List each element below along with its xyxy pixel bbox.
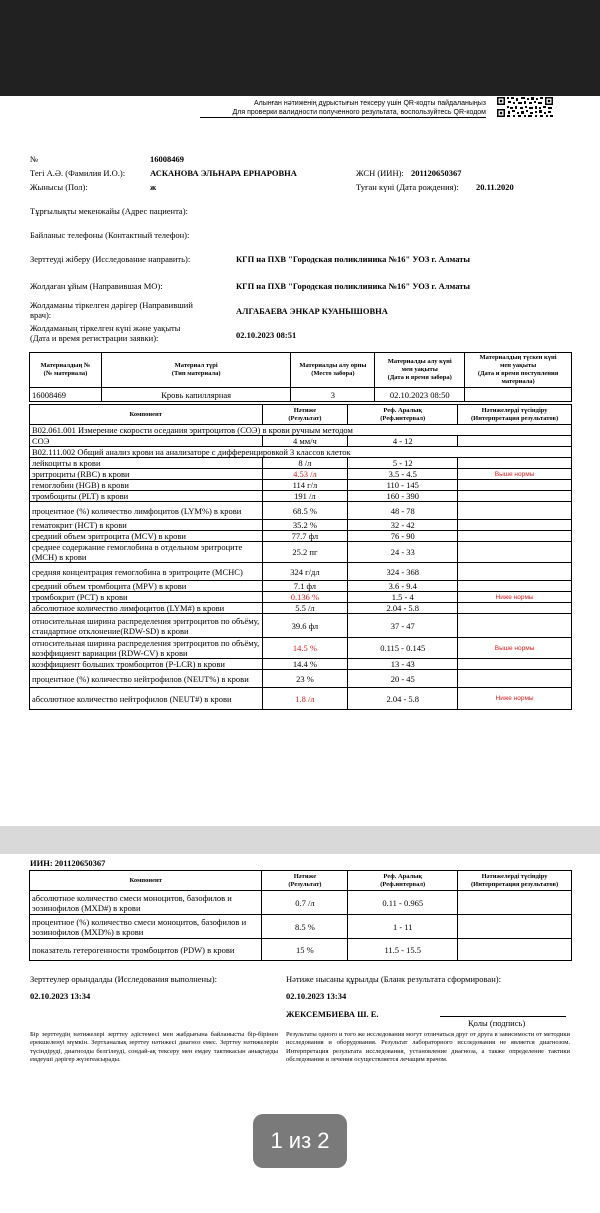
result-value: 8.5 % — [262, 915, 348, 939]
material-table — [29, 352, 572, 402]
page2-iin: ИИН: 201120650367 — [30, 858, 106, 868]
iin-label: ЖСН (ИИН): — [356, 168, 404, 178]
result-reference: 0.115 - 0.145 — [348, 638, 458, 659]
result-name: процентное (%) количество смеси моноцитов, базофилов и эозинофилов (MXD%) в крови — [30, 915, 262, 939]
table-row — [30, 581, 572, 592]
result-value: 8 /л — [262, 458, 348, 469]
result-value: 35.2 % — [262, 520, 348, 531]
sent-to-label: Зерттеуді жіберу (Исследование направить): — [30, 254, 191, 264]
result-name: лейкоциты в крови — [30, 458, 263, 469]
material-place: 3 — [291, 388, 375, 402]
result-name: гематокрит (HCT) в крови — [30, 520, 263, 531]
referring-mo-value: КГП на ПХВ "Городская поликлиника №16" УОЗ г. Алматы — [236, 281, 471, 291]
result-name: абсолютное количество лимфоцитов (LYM#) в крови — [30, 603, 263, 614]
table-row — [30, 659, 572, 670]
result-reference: 2.04 - 5.8 — [348, 603, 458, 614]
result-interpretation: Ниже нормы — [458, 688, 572, 710]
result-reference: 5 - 12 — [348, 458, 458, 469]
page2-header-reference: Реф. Аралық (Реф.интервал) — [348, 871, 458, 891]
material-collected: 02.10.2023 08:50 — [375, 388, 465, 402]
material-header-place: Материалды алу орны (Место забора) — [291, 353, 375, 388]
page2-header-interpretation: Нәтижелерді түсіндіру (Интерпретация результатов) — [458, 871, 572, 891]
result-interpretation — [458, 458, 572, 469]
patient-number-value: 16008469 — [150, 154, 184, 164]
results-header-component: Компонент — [30, 405, 263, 425]
result-value: 0.7 /л — [262, 891, 348, 915]
page-indicator: 1 из 2 — [253, 1114, 347, 1168]
result-reference: 324 - 368 — [348, 563, 458, 581]
results-table — [29, 404, 572, 710]
table-row — [30, 480, 572, 491]
result-interpretation — [458, 542, 572, 563]
result-interpretation — [458, 915, 572, 939]
table-row — [30, 563, 572, 581]
result-reference: 2.04 - 5.8 — [348, 688, 458, 710]
result-name: показатель гетерогенности тромбоцитов (PDW) в крови — [30, 939, 262, 961]
result-reference: 48 - 78 — [348, 502, 458, 520]
page-gap — [0, 826, 600, 854]
result-value: 15 % — [262, 939, 348, 961]
doctor-value: АЛГАБАЕВА ЭНКАР КУАНЫШОВНА — [236, 306, 388, 316]
result-reference: 160 - 390 — [348, 491, 458, 502]
performed-value: 02.10.2023 13:34 — [30, 991, 91, 1001]
disclaimer-kz: Бір зерттеудің нәтижелері зерттеу әдістемесі мен жабдығына байланысты бір-бірінен ерекшеленуі мүмкін. Зертханалық зерттеу нәтижесі диагноз емес. Зерттеу нәтижелерін түсіндіруді, диагнозды белгілеуді, сондай-ақ тексеру мен емдеу тактикасын анықтауды емдеуші дәрігер жүзегеасырады. — [30, 1031, 278, 1063]
page2-results-header-row — [30, 871, 572, 891]
material-header-collected: Материалды алу күні мен уақыты (Дата и время забора) — [375, 353, 465, 388]
table-row — [30, 670, 572, 688]
results-header-result: Нәтиже (Результат) — [262, 405, 348, 425]
results-header-row — [30, 405, 572, 425]
result-name: абсолютное количество нейтрофилов (NEUT#) в крови — [30, 688, 263, 710]
table-row — [30, 891, 572, 915]
table-row — [30, 688, 572, 710]
performed-label: Зерттеулер орындалды (Исследования выполнены): — [30, 974, 217, 984]
result-interpretation — [458, 502, 572, 520]
result-value: 14.4 % — [262, 659, 348, 670]
result-reference: 4 - 12 — [348, 436, 458, 447]
result-name: тромбокрит (PCT) в крови — [30, 592, 263, 603]
results-header-reference: Реф. Аралық (Реф.интервал) — [348, 405, 458, 425]
result-name: относительная ширина распределения эритроцитов по объёму, стандартное отклонение(RDW-SD) в крови — [30, 614, 263, 638]
result-name: среднее содержание гемоглобина в отдельном эритроците (MCH) в крови — [30, 542, 263, 563]
result-reference: 1.5 - 4 — [348, 592, 458, 603]
result-name: гемоглобин (HGB) в крови — [30, 480, 263, 491]
formed-value: 02.10.2023 13:34 — [286, 991, 347, 1001]
material-number: 16008469 — [30, 388, 102, 402]
material-header-type: Материал түрі (Тип материала) — [101, 353, 291, 388]
result-value: 1.8 /л — [262, 688, 348, 710]
result-interpretation — [458, 581, 572, 592]
result-value: 77.7 фл — [262, 531, 348, 542]
material-table-header-row — [30, 353, 572, 388]
result-reference: 32 - 42 — [348, 520, 458, 531]
registration-date-value: 02.10.2023 08:51 — [236, 330, 297, 340]
material-received — [465, 388, 572, 402]
document-page-1 — [0, 96, 600, 826]
qr-underline — [200, 117, 486, 118]
result-interpretation: Выше нормы — [458, 638, 572, 659]
result-reference: 37 - 47 — [348, 614, 458, 638]
page2-header-component: Компонент — [30, 871, 262, 891]
section-row — [30, 447, 572, 458]
table-row — [30, 614, 572, 638]
results-body — [30, 425, 572, 710]
table-row — [30, 436, 572, 447]
result-reference: 3.5 - 4.5 — [348, 469, 458, 480]
table-row — [30, 603, 572, 614]
result-value: 0.136 % — [262, 592, 348, 603]
qr-notice-ru: Для проверки валидности полученного результата, воспользуйтесь QR-кодом — [232, 109, 486, 116]
section-title: B02.111.002 Общий анализ крови на анализаторе с дифференцировкой 3 классов клеток — [30, 447, 572, 458]
table-row — [30, 502, 572, 520]
result-interpretation — [458, 939, 572, 961]
result-value: 25.2 пг — [262, 542, 348, 563]
doctor-label-line2: врач): — [30, 310, 52, 320]
result-name: эритроциты (RBC) в крови — [30, 469, 263, 480]
result-interpretation — [458, 491, 572, 502]
patient-name-value: АСКАНОВА ЭЛЬНАРА ЕРНАРОВНА — [150, 168, 297, 178]
result-name: средняя концентрация гемоглобина в эритроците (MCHC) — [30, 563, 263, 581]
result-interpretation — [458, 670, 572, 688]
dob-label: Туған күні (Дата рождения): — [356, 182, 459, 192]
material-type: Кровь капиллярная — [101, 388, 291, 402]
result-value: 324 г/дл — [262, 563, 348, 581]
result-value: 191 /л — [262, 491, 348, 502]
viewer-top-bar — [0, 0, 600, 96]
table-row — [30, 531, 572, 542]
table-row — [30, 491, 572, 502]
result-name: процентное (%) количество лимфоцитов (LYM%) в крови — [30, 502, 263, 520]
referring-mo-label: Жолдаған ұйым (Направившая МО): — [30, 281, 163, 291]
results-header-interpretation: Нәтижелерді түсіндіру (Интерпретация результатов) — [458, 405, 572, 425]
result-value: 68.5 % — [262, 502, 348, 520]
qr-notice — [170, 99, 486, 117]
address-label: Тұрғылықты мекенжайы (Адрес пациента): — [30, 206, 188, 216]
result-interpretation — [458, 480, 572, 491]
material-header-number: Материалдың № (№ материала) — [30, 353, 102, 388]
result-name: тромбоциты (PLT) в крови — [30, 491, 263, 502]
signer-name: ЖЕКСЕМБИЕВА Ш. Е. — [286, 1009, 379, 1019]
table-row — [30, 542, 572, 563]
result-name: абсолютное количество смеси моноцитов, базофилов и эозинофилов (MXD#) в крови — [30, 891, 262, 915]
result-name: коэффициент больших тромбоцитов (P-LCR) в крови — [30, 659, 263, 670]
result-reference: 3.6 - 9.4 — [348, 581, 458, 592]
dob-value: 20.11.2020 — [476, 182, 514, 192]
result-value: 4.53 /л — [262, 469, 348, 480]
section-title: B02.061.001 Измерение скорости оседания эритроцитов (СОЭ) в крови ручным методом — [30, 425, 572, 436]
table-row — [30, 592, 572, 603]
result-name: СОЭ — [30, 436, 263, 447]
result-interpretation — [458, 891, 572, 915]
table-row — [30, 638, 572, 659]
registration-date-label-line1: Жолдаманың тіркелген күні және уақыты — [30, 323, 181, 333]
section-row — [30, 425, 572, 436]
qr-code-icon — [496, 96, 554, 118]
table-row — [30, 915, 572, 939]
sex-label: Жынысы (Пол): — [30, 182, 88, 192]
result-interpretation: Ниже нормы — [458, 592, 572, 603]
result-reference: 1 - 11 — [348, 915, 458, 939]
registration-date-label-line2: (Дата и время регистрации заявки): — [30, 333, 159, 343]
result-value: 14.5 % — [262, 638, 348, 659]
qr-notice-kz: Алынған нәтиженің дұрыстығын тексеру үшін QR-кодты пайдаланыңыз — [253, 100, 486, 107]
material-header-received: Материалдың түскен күні мен уақыты (Дата и время поступления материала) — [465, 353, 572, 388]
registration-date-label — [30, 323, 180, 343]
signature-label: Қолы (подпись) — [468, 1018, 526, 1028]
table-row — [30, 458, 572, 469]
signature-line — [440, 1016, 566, 1017]
table-row — [30, 469, 572, 480]
result-value: 5.5 /л — [262, 603, 348, 614]
result-value: 39.6 фл — [262, 614, 348, 638]
page2-results-table — [29, 870, 572, 961]
doctor-label-line1: Жолдаманы тіркелген дәрігер (Направивший — [30, 300, 193, 310]
formed-label: Нәтиже нысаны құрылды (Бланк результата сформирован): — [286, 974, 501, 984]
table-row — [30, 939, 572, 961]
result-value: 7.1 фл — [262, 581, 348, 592]
result-name: относительная ширина распределения эритроцитов по объёму, коэффициент вариации (RDW-CV) в крови — [30, 638, 263, 659]
result-reference: 110 - 145 — [348, 480, 458, 491]
patient-number-label: № — [30, 154, 39, 164]
phone-label: Байланыс телефоны (Контактный телефон): — [30, 230, 190, 240]
result-reference: 0.11 - 0.965 — [348, 891, 458, 915]
sent-to-value: КГП на ПХВ "Городская поликлиника №16" УОЗ г. Алматы — [236, 254, 471, 264]
result-reference: 11.5 - 15.5 — [348, 939, 458, 961]
result-reference: 20 - 45 — [348, 670, 458, 688]
result-interpretation — [458, 531, 572, 542]
doctor-label — [30, 300, 193, 320]
result-value: 23 % — [262, 670, 348, 688]
result-reference: 24 - 33 — [348, 542, 458, 563]
result-value: 114 г/л — [262, 480, 348, 491]
result-interpretation — [458, 614, 572, 638]
result-interpretation: Выше нормы — [458, 469, 572, 480]
result-interpretation — [458, 659, 572, 670]
result-interpretation — [458, 563, 572, 581]
result-name: средний объем тромбоцита (MPV) в крови — [30, 581, 263, 592]
result-value: 4 мм/ч — [262, 436, 348, 447]
page2-header-result: Нәтиже (Результат) — [262, 871, 348, 891]
disclaimer-ru: Результаты одного и того же исследования могут отличаться друг от друга в зависимости от методики исследования и оборудования. Результат лабораторного исследования не является диагнозом. Интерпретация результата исследования, установление диагноза, а также определение тактики обследования и лечения осуществляется лечащим врачом. — [286, 1031, 570, 1063]
result-interpretation — [458, 603, 572, 614]
material-table-row — [30, 388, 572, 402]
patient-name-label: Тегі А.Ә. (Фамилия И.О.): — [30, 168, 126, 178]
table-row — [30, 520, 572, 531]
sex-value: ж — [150, 182, 157, 192]
result-name: средний объем эритроцита (MCV) в крови — [30, 531, 263, 542]
result-reference: 13 - 43 — [348, 659, 458, 670]
result-reference: 76 - 90 — [348, 531, 458, 542]
result-interpretation — [458, 520, 572, 531]
result-interpretation — [458, 436, 572, 447]
iin-value: 201120650367 — [411, 168, 462, 178]
result-name: процентное (%) количество нейтрофилов (NEUT%) в крови — [30, 670, 263, 688]
